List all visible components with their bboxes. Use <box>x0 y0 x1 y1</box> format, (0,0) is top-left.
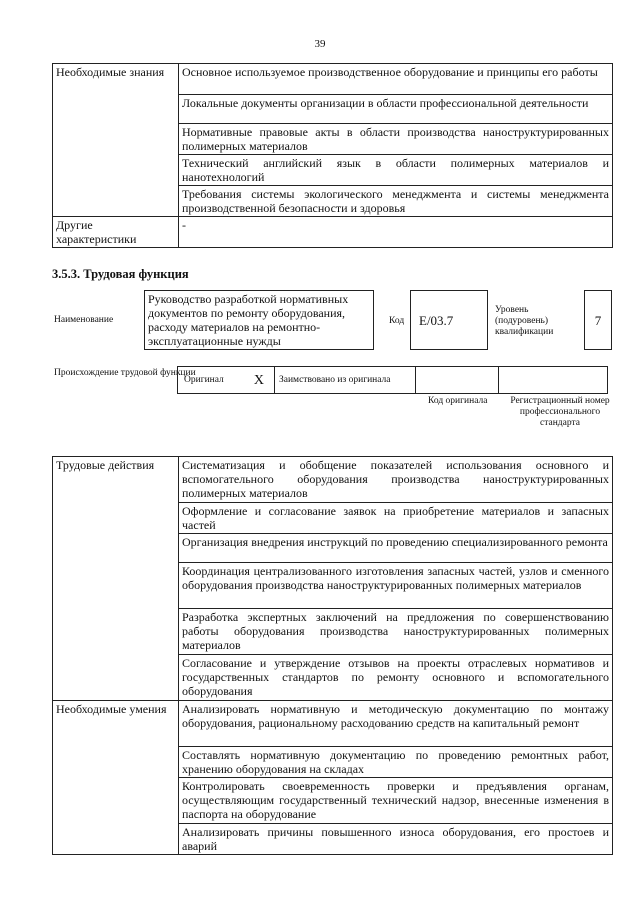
level-label: Уровень (подуровень) квалификации <box>495 305 554 337</box>
reg-number-label: Регистрационный номер профессионального стандарта <box>510 396 610 428</box>
action-item: Согласование и утверждение отзывов на проекты отраслевых нормативов и государственных стандартов по ремонту основного и вспомогательного оборудования <box>179 655 613 701</box>
action-item: Разработка экспертных заключений на предложения по совершенствованию работы оборудования производства наноструктурированных полимерных материалов <box>179 609 613 655</box>
code-original-label: Код оригинала <box>428 396 488 406</box>
action-item: Систематизация и обобщение показателей использования основного и вспомогательного оборудования производства наноструктурированных полимерных материалов <box>179 457 613 503</box>
actions-skills-table <box>52 456 613 855</box>
knowledge-item: Нормативные правовые акты в области производства наноструктурированных полимерных материалов <box>179 124 613 155</box>
knowledge-item: Локальные документы организации в области профессиональной деятельности <box>179 95 613 124</box>
action-item: Организация внедрения инструкций по проведению специализированного ремонта <box>179 534 613 563</box>
name-label: Наименование <box>54 315 114 325</box>
function-name-box: Руководство разработкой нормативных документов по ремонту оборудования, расходу материалов на ремонтно-эксплуатационные нужды <box>144 290 374 350</box>
row-label-actions: Трудовые действия <box>53 457 179 701</box>
knowledge-item: Технический английский язык в области полимерных материалов и нанотехнологий <box>179 155 613 186</box>
skill-item: Анализировать причины повышенного износа оборудования, его простоев и аварий <box>179 824 613 855</box>
row-label-other: Другие характеристики <box>53 217 179 248</box>
knowledge-item: Требования системы экологического менеджмента и системы менеджмента производственной безопасности и здоровья <box>179 186 613 217</box>
action-item: Оформление и согласование заявок на приобретение материалов и запасных частей <box>179 503 613 534</box>
skill-item: Контролировать своевременность проверки и предъявления органам, осуществляющим государственный технический надзор, внесенные изменения в паспорта на оборудование <box>179 778 613 824</box>
borrowed-cell: Заимствовано из оригинала <box>274 366 416 394</box>
original-cell <box>177 366 275 394</box>
knowledge-item: Основное используемое производственное оборудование и принципы его работы <box>179 64 613 95</box>
skill-item: Анализировать нормативную и методическую документацию по монтажу оборудования, рациональному расходованию средств на капитальный ремонт <box>179 701 613 747</box>
level-box: 7 <box>584 290 612 350</box>
original-mark: X <box>253 372 264 388</box>
reg-number-cell <box>498 366 608 394</box>
page-number: 39 <box>314 38 326 50</box>
row-label-skills: Необходимые умения <box>53 701 179 855</box>
original-label: Оригинал <box>184 374 224 385</box>
section-heading: 3.5.3. Трудовая функция <box>52 267 189 281</box>
other-item: - <box>179 217 613 248</box>
action-item: Координация централизованного изготовления запасных частей, узлов и сменного оборудования производства наноструктурированных полимерных материалов <box>179 563 613 609</box>
skill-item: Составлять нормативную документацию по проведению ремонтных работ, хранению оборудования на складах <box>179 747 613 778</box>
origin-row <box>178 366 612 394</box>
code-original-cell <box>415 366 499 394</box>
code-label: Код <box>389 316 405 326</box>
row-label-knowledge: Необходимые знания <box>53 64 179 217</box>
knowledge-table <box>52 63 613 248</box>
origin-label: Происхождение трудовой функции <box>54 368 196 378</box>
code-box: Е/03.7 <box>410 290 488 350</box>
